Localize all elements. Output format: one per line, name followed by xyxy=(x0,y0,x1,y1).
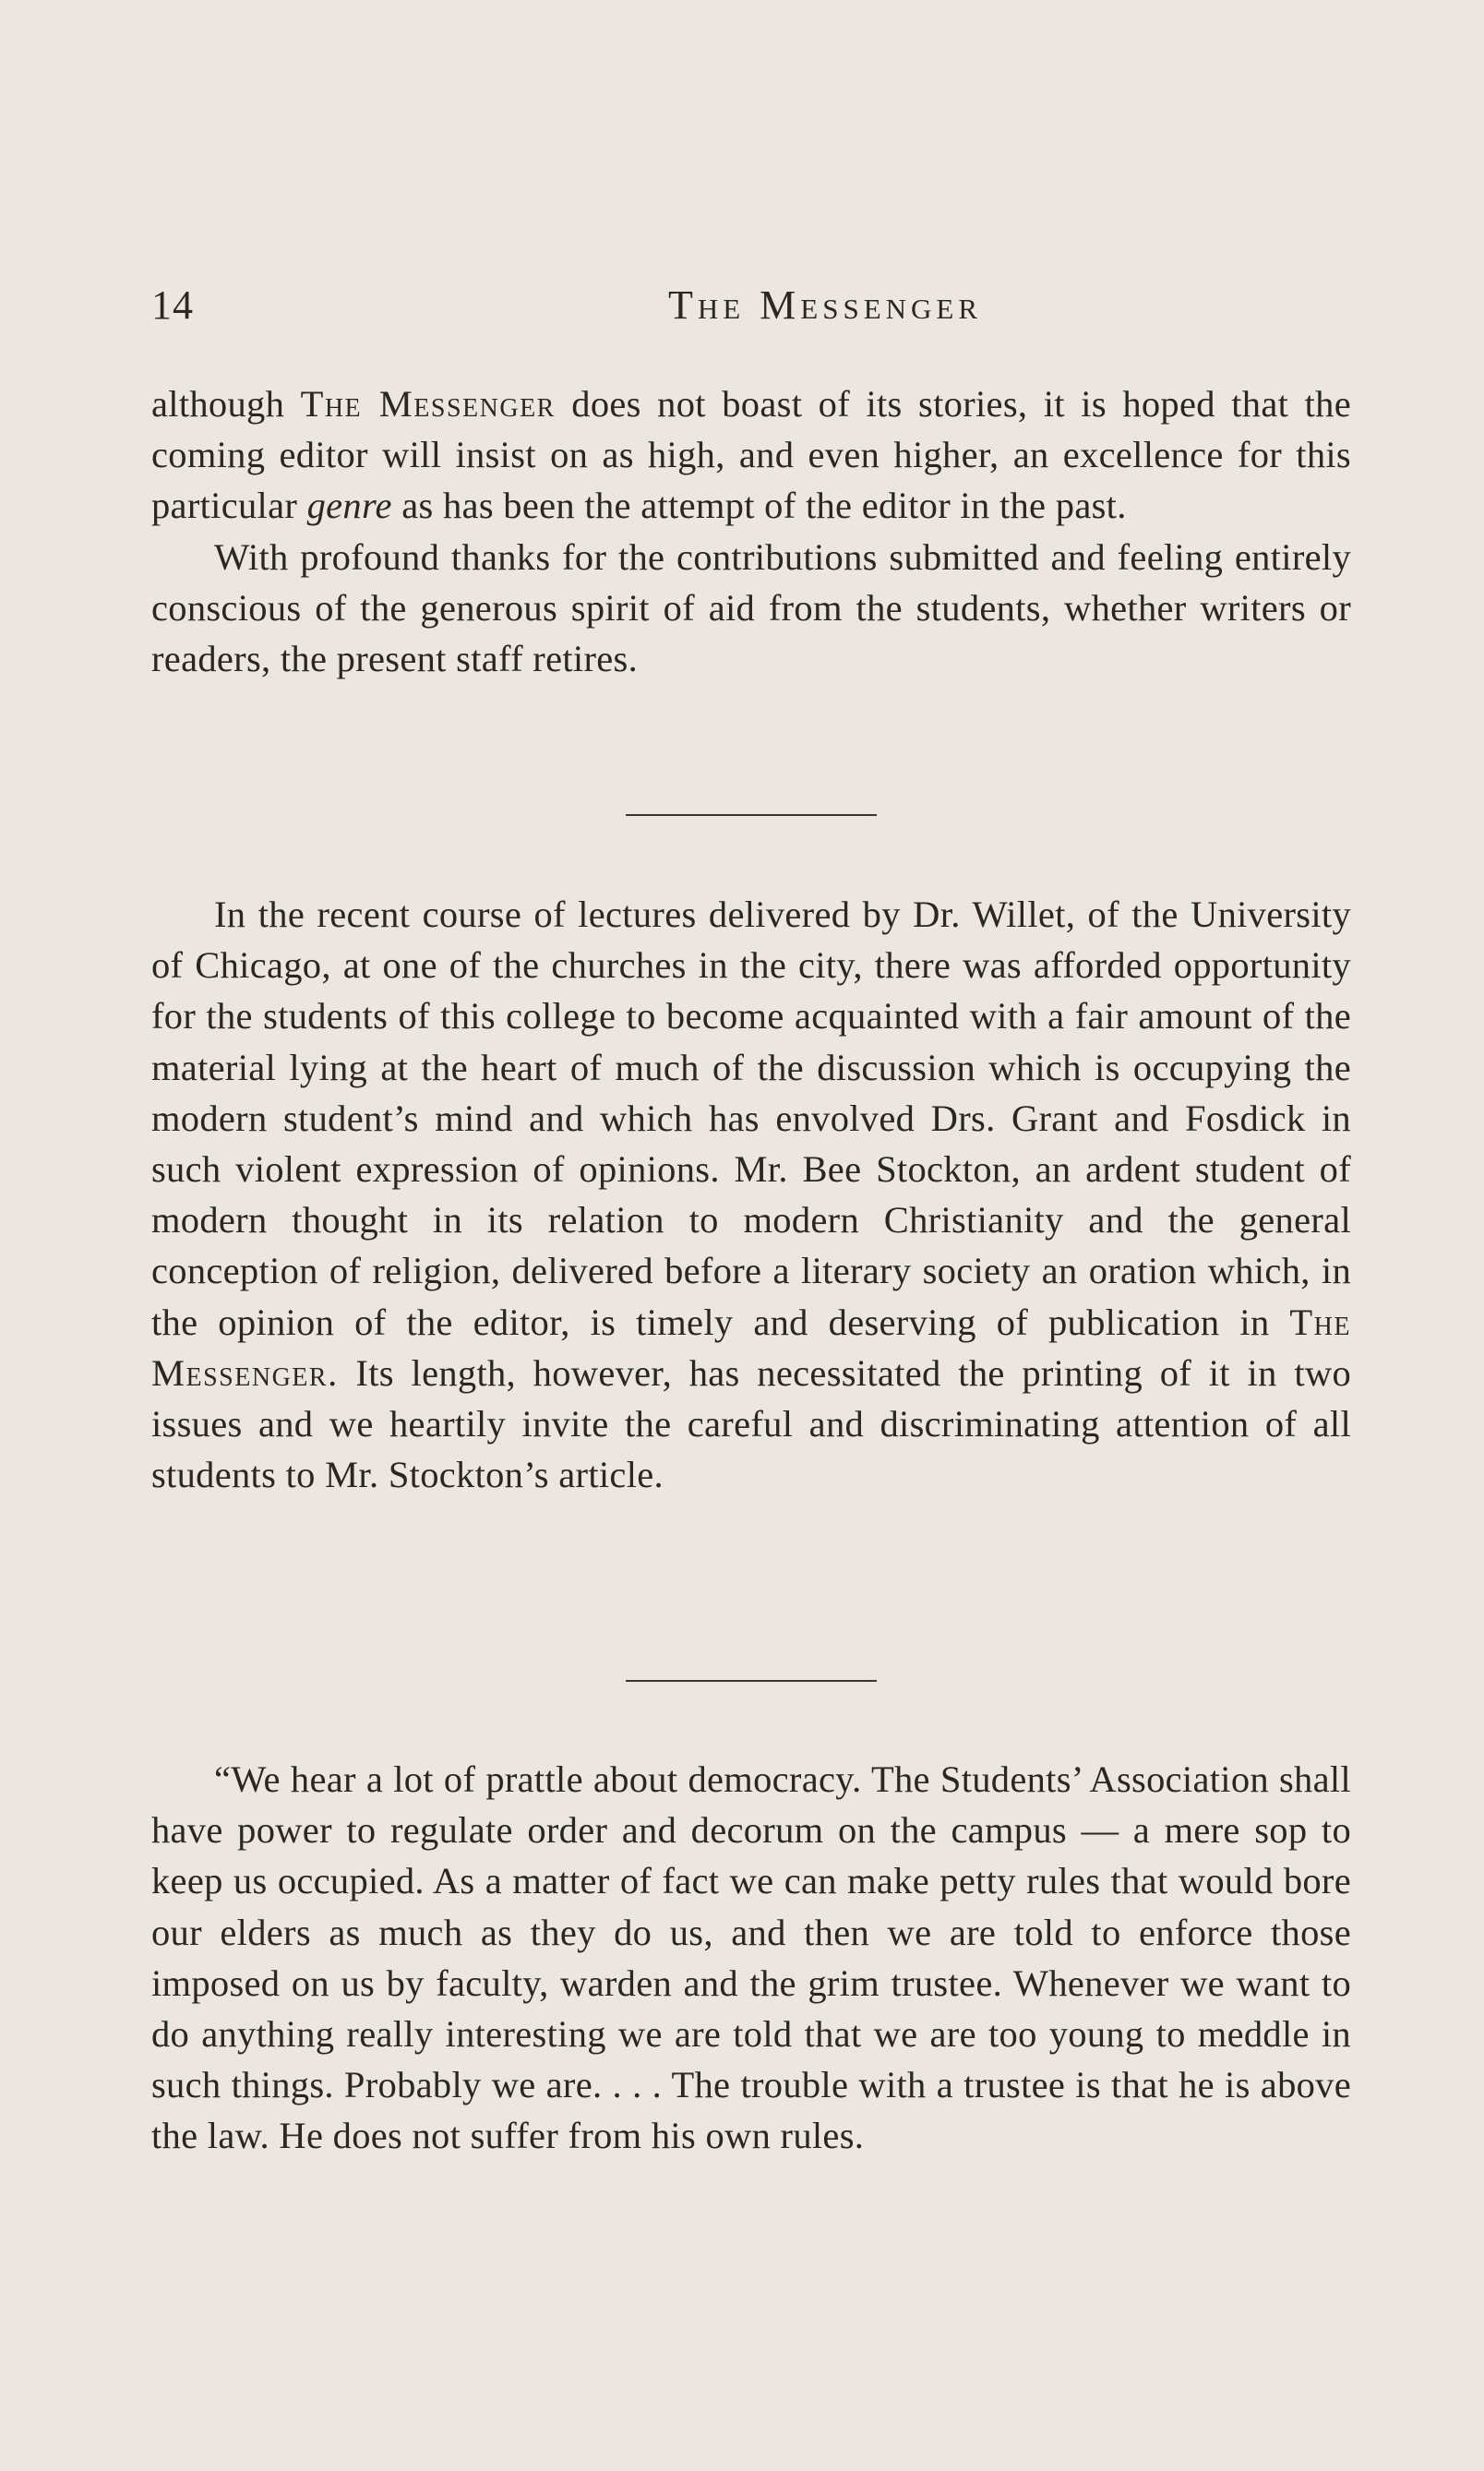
paragraph-text: as has been the attempt of the editor in the past. xyxy=(391,485,1127,527)
editorial-section-democracy xyxy=(151,1754,1351,2162)
journal-name: The Messenger xyxy=(300,383,556,425)
paragraph-text: Its length, however, has necessitated the printing of it in two issues and we heartily invite the careful and discriminating attention of all students to Mr. Stockton’s article. xyxy=(151,1351,1351,1496)
paragraph-democracy-quote: “We hear a lot of prattle about democracy. The Students’ Association shall have power to regulate order and decorum on the campus — a mere sop to keep us occupied. As a matter of fact we can make petty rules that would bore our elders as much as they do us, and then we are told to enforce those imposed on us by faculty, warden and the grim trustee. Whenever we want to do anything really interesting we are told that we are too young to meddle in such things. Probably we are. . . . The trouble with a trustee is that he is above the law. He does not suffer from his own rules. xyxy=(151,1758,1351,2157)
running-head xyxy=(151,282,1351,337)
italic-genre: genre xyxy=(306,485,392,527)
section-divider xyxy=(626,814,877,816)
paragraph-text: does not boast of its stories, it is hoped that the coming editor will insist on as high, and even higher, an excellence for this particular xyxy=(151,383,1351,527)
page-number: 14 xyxy=(151,282,194,328)
paragraph-text: In the recent course of lectures delivered by Dr. Willet, of the University of Chicago, at one of the churches in the city, there was afforded opportunity for the students of this college to become acquainted with a fair amount of the material lying at the heart of much of the discussion which is occupying the modern student’s mind and which has envolved Drs. Grant and Fosdick in such violent expression of opinions. Mr. Bee Stockton, an ardent student of modern thought in its relation to modern Christianity and the general conception of religion, delivered before a literary society an oration which, in the opinion of the editor, is timely and deserving of publication in xyxy=(151,894,1351,1343)
paragraph-lectures xyxy=(151,889,1351,1500)
paragraph-thanks: With profound thanks for the contributions submitted and feeling entirely conscious of the generous spirit of aid from the students, whether writers or readers, the present staff retires. xyxy=(151,535,1351,680)
journal-title: The Messenger xyxy=(667,282,983,328)
journal-name: The Messenger. xyxy=(151,1301,1351,1394)
paragraph-stories xyxy=(151,378,1351,532)
editorial-section-stories xyxy=(151,378,1351,684)
paragraph-text: although xyxy=(151,383,301,425)
editorial-section-lectures xyxy=(151,889,1351,1500)
section-divider xyxy=(626,1680,877,1682)
